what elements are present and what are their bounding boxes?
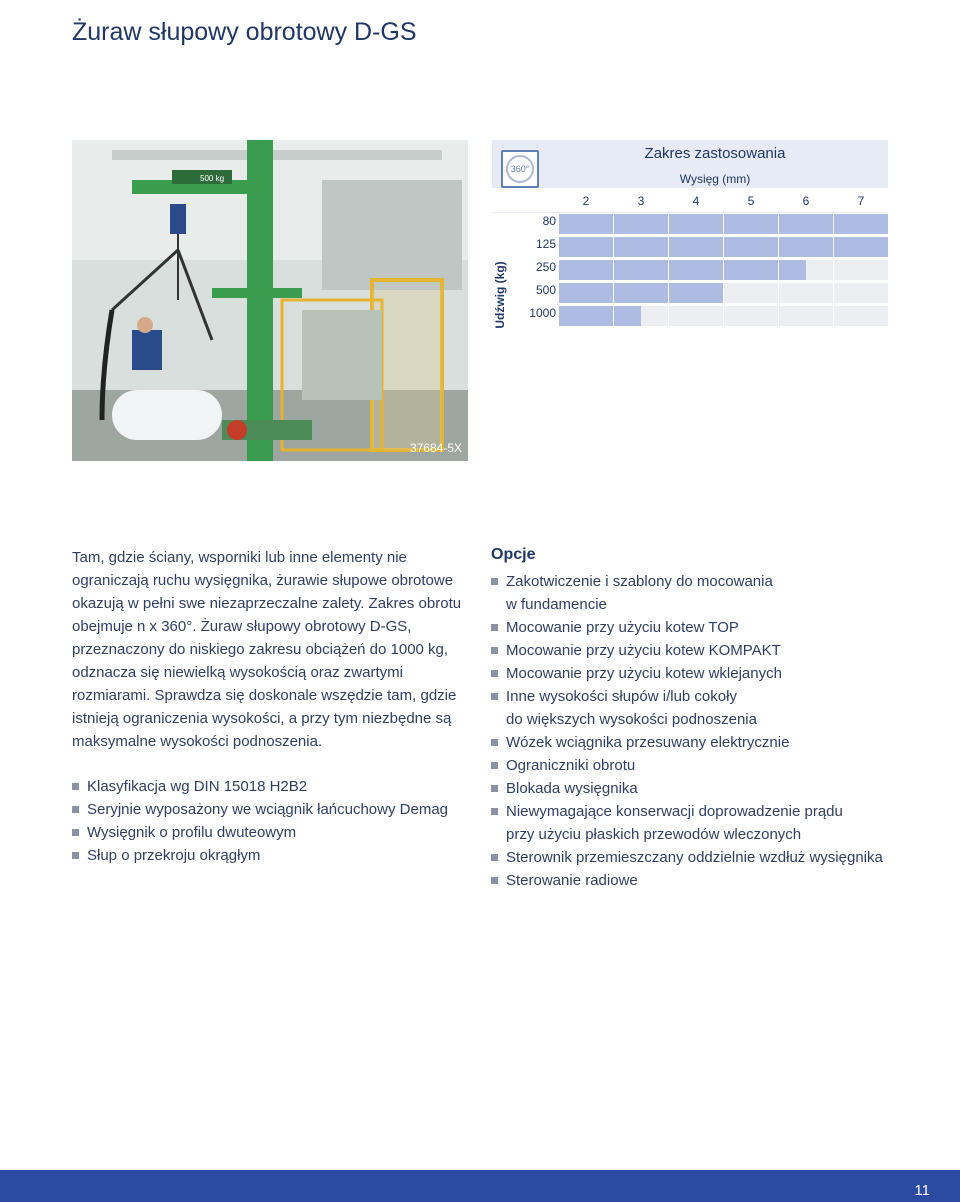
bullet-icon [72,783,79,790]
range-cell [834,283,888,303]
bullet-icon [72,852,79,859]
crane-photo [72,140,468,461]
list-item: Blokada wysięgnika [491,777,911,800]
range-cell-fill [559,306,613,326]
range-cell-fill [669,214,723,234]
list-item: Niewymagające konserwacji doprowadzenie prądu przy użyciu płaskich przewodów wleczonych [491,800,911,846]
column-label: 7 [857,194,865,208]
range-cell [724,283,778,303]
range-cell-fill [834,237,888,257]
list-item: Sterownik przemieszczany oddzielnie wzdłuż wysięgnika [491,846,911,869]
range-cell-fill [834,214,888,234]
list-item: Klasyfikacja wg DIN 15018 H2B2 [72,775,448,798]
table-title: Zakres zastosowania [644,145,786,162]
bullet-icon [491,877,498,884]
range-cell-fill [614,237,668,257]
column-label: 2 [582,194,590,208]
bullet-icon [491,693,498,700]
bullet-icon [491,739,498,746]
page-title: Żuraw słupowy obrotowy D-GS [72,17,417,46]
options-list [491,570,911,892]
intro-paragraph: Tam, gdzie ściany, wsporniki lub inne elementy nie ograniczają ruchu wysięgnika, żurawie słupowe obrotowe okazują w pełni swe niezaprzeczalne zalety. Zakres obrotu obejmuje n x 360°. Żuraw słupowy obrotowy D-GS, przeznaczony do niskiego zakresu obciążeń do 1000 kg, odznacza się niewielką wysokością oraz zwartymi rozmiarami. Sprawdza się doskonale wszędzie tam, gdzie istnieją ograniczenia wysokości, a przy tym niezbędne są maksymalne wysokości podnoszenia. [72,549,462,750]
bullet-icon [491,854,498,861]
row-label: 1000 [529,306,556,320]
list-item: Inne wysokości słupów i/lub cokoły do większych wysokości podnoszenia [491,685,911,731]
range-cell-fill [669,283,723,303]
options-heading: Opcje [491,546,536,563]
bullet-icon [491,785,498,792]
divider [492,212,888,213]
range-cell-fill [779,260,806,280]
footer-bar [0,1170,960,1202]
bullet-icon [72,829,79,836]
column-label: 6 [802,194,810,208]
bullet-icon [491,578,498,585]
page-number: 11 [914,1182,930,1199]
range-cell-fill [724,214,778,234]
list-item: Mocowanie przy użyciu kotew TOP [491,616,911,639]
list-item: Ograniczniki obrotu [491,754,911,777]
row-label: 250 [535,260,556,274]
range-cell-fill [779,214,833,234]
range-cell [779,283,833,303]
range-cell-fill [559,283,613,303]
bullet-icon [491,762,498,769]
bullet-icon [491,670,498,677]
column-label: 4 [692,194,700,208]
svg-text:500 kg: 500 kg [200,174,225,183]
bullet-icon [72,806,79,813]
range-cell-fill [669,237,723,257]
range-cell-fill [669,260,723,280]
list-item: Wózek wciągnika przesuwany elektrycznie [491,731,911,754]
bullet-icon [491,808,498,815]
list-item: Wysięgnik o profilu dwuteowym [72,821,448,844]
bullet-icon [491,647,498,654]
range-cell-fill [779,237,833,257]
range-cell-fill [724,260,778,280]
range-cell [834,260,888,280]
range-cell-fill [614,260,668,280]
range-cell-fill [559,260,613,280]
column-label: 3 [637,194,645,208]
row-label: 500 [535,283,556,297]
range-cell-fill [614,283,668,303]
range-cell-fill [614,306,641,326]
range-cell-fill [614,214,668,234]
row-label: 80 [542,214,556,228]
list-item: Zakotwiczenie i szablony do mocowania w fundamencie [491,570,911,616]
row-label: 125 [535,237,556,251]
range-cell-fill [559,237,613,257]
range-cell [724,306,778,326]
bullet-icon [491,624,498,631]
range-cell [779,306,833,326]
application-range-table: 360° Zakres zastosowania Wysięg (mm) 2 3 4 5 6 7 Udźwig (kg) 80 125 250 500 1000 [492,140,888,326]
photo-code: 37684-5X [409,441,462,455]
360-icon: 360° [506,155,534,183]
table-subtitle: Wysięg (mm) [679,172,751,186]
list-item: Mocowanie przy użyciu kotew KOMPAKT [491,639,911,662]
feature-list [72,775,448,867]
range-cell-fill [559,214,613,234]
list-item: Słup o przekroju okrągłym [72,844,448,867]
list-item: Sterowanie radiowe [491,869,911,892]
list-item: Seryjnie wyposażony we wciągnik łańcuchowy Demag [72,798,448,821]
range-cell [669,306,723,326]
range-cell-fill [724,237,778,257]
range-cell [834,306,888,326]
list-item: Mocowanie przy użyciu kotew wklejanych [491,662,911,685]
column-label: 5 [747,194,755,208]
